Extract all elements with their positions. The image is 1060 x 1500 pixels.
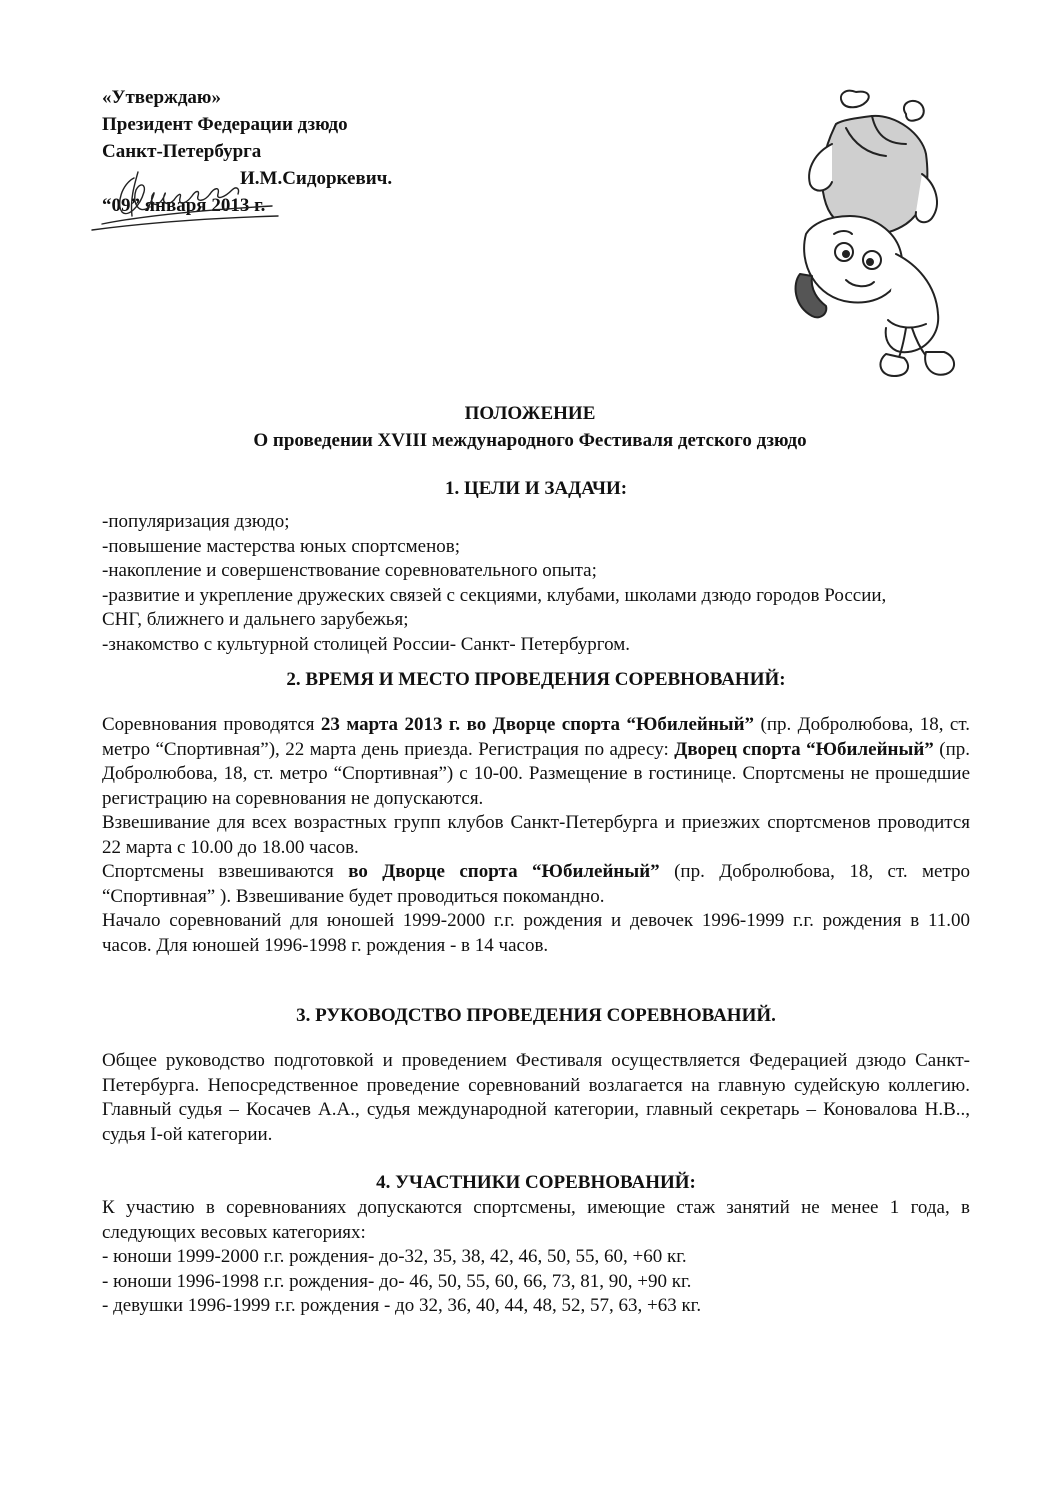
weight-category-item: - юноши 1999-2000 г.г. рождения- до-32, 35, 38, 42, 46, 50, 55, 60, +60 кг. xyxy=(102,1246,687,1267)
section-goals xyxy=(102,476,970,657)
document-title: ПОЛОЖЕНИЕ xyxy=(464,403,596,424)
section-participants-heading: 4. УЧАСТНИКИ СОРЕВНОВАНИЙ: xyxy=(376,1172,696,1193)
section-goals-heading: 1. ЦЕЛИ И ЗАДАЧИ: xyxy=(444,478,628,499)
participants-paragraph: К участию в соревнованиях допускаются спортсмены, имеющие стаж занятий не менее 1 года, в следующих весовых категориях: xyxy=(102,1197,970,1243)
judo-cartoon-illustration xyxy=(776,84,966,384)
goals-item: СНГ, ближнего и дальнего зарубежья; xyxy=(102,609,409,630)
section-participants xyxy=(102,1170,970,1319)
approval-position: Президент Федерации дзюдо xyxy=(102,114,348,135)
section-time-place xyxy=(102,667,970,958)
time-place-paragraph-2: Взвешивание для всех возрастных групп клубов Санкт-Петербурга и приезжих спортсменов проводится 22 марта с 10.00 до 18.00 часов. xyxy=(102,812,970,858)
approval-date: “09” января 2013 г. xyxy=(102,195,266,216)
goals-item: -популяризация дзюдо; xyxy=(102,511,290,532)
time-place-paragraph-3: Спортсмены взвешиваются во Дворце спорта “Юбилейный” (пр. Добролюбова, 18, ст. метро “Спортивная” ). Взвешивание будет проводиться покомандно. xyxy=(102,861,971,907)
goals-item: -накопление и совершенствование соревновательного опыта; xyxy=(102,560,597,581)
approval-label: «Утверждаю» xyxy=(102,87,221,108)
section-management xyxy=(102,1003,970,1147)
approval-organization: Санкт-Петербурга xyxy=(102,141,262,162)
document-subtitle: О проведении XVIII международного Фестиваля детского дзюдо xyxy=(253,430,807,451)
time-place-paragraph-1: Соревнования проводятся 23 марта 2013 г. во Дворце спорта “Юбилейный” (пр. Добролюбова, 18, ст. метро “Спортивная”), 22 марта день приезда. Регистрация по адресу: Дворец спорта “Юбилейный” (пр. Добролюбова, 18, ст. метро “Спортивная”) с 10-00. Размещение в гостинице. Спортсмены не прошедшие регистрацию на соревнования не допускаются. xyxy=(102,714,970,809)
goals-item: -знакомство с культурной столицей России- Санкт- Петербургом. xyxy=(102,633,631,655)
signature-image xyxy=(82,166,282,236)
section-time-place-heading: 2. ВРЕМЯ И МЕСТО ПРОВЕДЕНИЯ СОРЕВНОВАНИЙ: xyxy=(286,669,786,690)
goals-item: -развитие и укрепление дружеских связей с секциями, клубами, школами дзюдо городов России, xyxy=(102,584,887,606)
weight-category-item: - юноши 1996-1998 г.г. рождения- до- 46, 50, 55, 60, 66, 73, 81, 90, +90 кг. xyxy=(102,1270,692,1292)
section-management-heading: 3. РУКОВОДСТВО ПРОВЕДЕНИЯ СОРЕВНОВАНИЙ. xyxy=(296,1005,776,1026)
approval-signer: И.М.Сидоркевич. xyxy=(240,168,393,189)
management-paragraph: Общее руководство подготовкой и проведением Фестиваля осуществляется Федерацией дзюдо Санкт-Петербурга. Непосредственное проведение соревнований возлагается на главную судейскую коллегию. Главный судья – Косачев А.А., судья международной категории, главный секретарь – Коновалова Н.В.., судья I-ой категории. xyxy=(102,1050,970,1145)
document-title-block xyxy=(0,400,1060,454)
weight-category-item: - девушки 1996-1999 г.г. рождения - до 32, 36, 40, 44, 48, 52, 57, 63, +63 кг. xyxy=(102,1295,702,1316)
goals-item: -повышение мастерства юных спортсменов; xyxy=(102,535,461,557)
time-place-paragraph-4: Начало соревнований для юношей 1999-2000 г.г. рождения и девочек 1996-1999 г.г. рождения в 11.00 часов. Для юношей 1996-1998 г. рождения - в 14 часов. xyxy=(102,910,970,956)
